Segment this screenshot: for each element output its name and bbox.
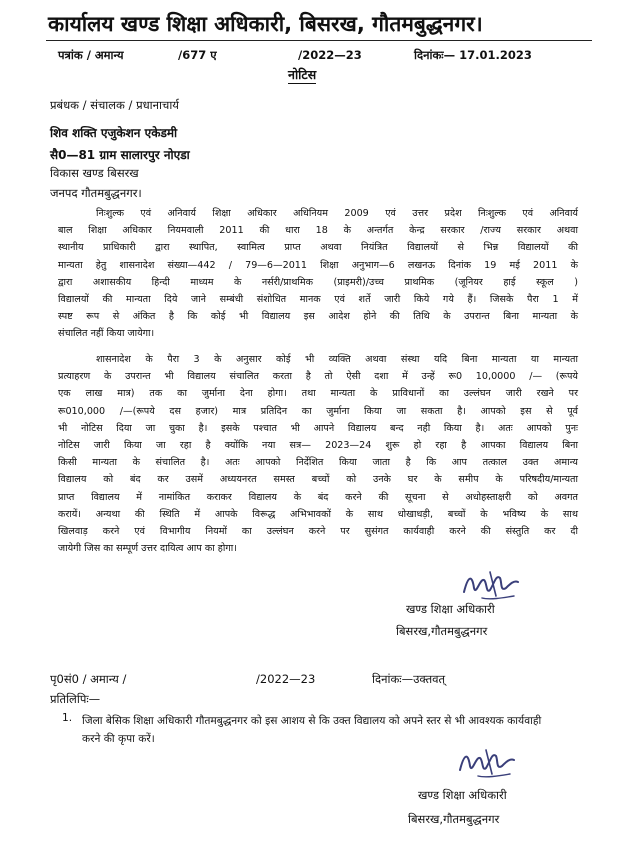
copy-item-text: जिला बेसिक शिक्षा अधिकारी गौतमबुद्धनगर को इस आशय से कि उक्त विद्यालय को अपने स्तर से भी आवश्यक कार्यवाही करने की कृपा करें। <box>82 715 542 745</box>
school-name: शिव शक्ति एजुकेशन एकेडमी <box>50 126 178 140</box>
para2-line: जायेगी जिस का सम्पूर्ण उत्तर दायित्व आप का होगा। <box>58 543 237 555</box>
para2-line: एक लाख मात्र) तक का जुर्माना देना होगा। तथा मान्यता के प्राविधानों का उल्लंघन जारी रखने पर <box>58 388 578 400</box>
copy-item-number: 1. <box>62 712 73 724</box>
para1-line: विद्यालयों की मान्यता दिये जाने सम्बंधी संशोधित मानक एवं शर्ते जारी किये गये हैं। जिसके पैरा 1 में <box>58 293 578 305</box>
copy-to-label: प्रतिलिपिः— <box>50 692 101 706</box>
para2-line: प्रत्याहरण के उपरान्त भी विद्यालय संचालित करता है तो ऐसी दशा में उन्हें रू0 10,0000 /— (रूपये <box>58 371 578 383</box>
para2-line: विद्यालय को बंद कर उसमें अध्ययनरत समस्त बच्चों को उनके घर के समीप के परिषदीय/मान्यता <box>58 474 578 486</box>
footer-ref-year: /2022—23 <box>256 672 316 686</box>
para2-line: किसी मान्यता के संचालित है। अतः आपको निर्देशित किया जाता है कि आप तत्काल उक्त अमान्य <box>58 457 578 469</box>
ref-date: दिनांकः— 17.01.2023 <box>414 48 532 62</box>
title-underline <box>46 40 592 41</box>
para1-line: स्थानीय प्राधिकारी द्वारा स्थापित, स्वामित्व प्राप्त अथवा नियंत्रित विद्यालयों से भिन्न विद्यालयों की <box>58 242 578 254</box>
ref-number: /677 ए <box>178 48 217 62</box>
handwritten-signature-2 <box>456 744 520 780</box>
para1-line: बाल शिक्षा अधिकार नियमवाली 2011 की धारा 18 के अन्तर्गत केन्द्र सरकार /राज्य सरकार अथवा <box>58 225 578 237</box>
ref-label: पत्रांक / अमान्य <box>58 48 124 62</box>
para1-line: संचालित नहीं किया जायेगा। <box>58 328 155 340</box>
signature-1-place: बिसरख,गौतमबुद्धनगर <box>396 624 488 638</box>
para2-line: प्राप्त विद्यालय में नामांकित कराकर विद्यालय के बंद करने की सूचना से अधोहस्ताक्षरी को अवगत <box>58 491 578 503</box>
para1-line: मान्यता हेतु शासनादेश संख्या—442 / 79—6—2011 शिक्षा अनुभाग—6 लखनऊ दिनांक 19 मई 2011 के <box>58 259 578 271</box>
ref-year: /2022—23 <box>298 48 362 62</box>
para2-line: करायें। अन्यथा की स्थिति में आपके विरूद्ध अभिभावकों के साथ धोखाधड़ी, बच्चों के भविष्य के साथ <box>58 508 578 520</box>
addressee: प्रबंधक / संचालक / प्रधानाचार्य <box>50 98 179 112</box>
paragraph-1 <box>58 205 578 343</box>
para1-line: निःशुल्क एवं अनिवार्य शिक्षा अधिकार अधिनियम 2009 एवं उत्तर प्रदेश निःशुल्क एवं अनिवार्य <box>96 208 578 219</box>
district-name: जनपद गौतमबुद्धनगर। <box>50 186 142 200</box>
office-title: कार्यालय खण्ड शिक्षा अधिकारी, बिसरख, गौतमबुद्धनगर। <box>48 12 483 36</box>
school-address: सै0—81 ग्राम सालारपुर नोएडा <box>50 148 190 162</box>
paragraph-2 <box>58 351 578 557</box>
block-name: विकास खण्ड बिसरख <box>50 166 139 180</box>
footer-date: दिनांकः—उक्तवत् <box>372 672 446 686</box>
para2-line: रू010,000 /—(रूपये दस हजार) मात्र प्रतिदिन का जुर्माना किया जा सकता है। आपको इस से पूर्व <box>58 405 578 417</box>
signature-2-designation: खण्ड शिक्षा अधिकारी <box>418 788 507 802</box>
para2-line: नोटिस जारी किया जा रहा है क्योंकि नया सत्र— 2023—24 शुरू हो रहा है आपका विद्यालय बिना <box>58 439 578 451</box>
handwritten-signature-1 <box>460 566 524 602</box>
para1-line: द्वारा अशासकीय हिन्दी माध्यम के नर्सरी/प्राथमिक (प्राइमरी)/उच्च प्राथमिक (जूनियर हाई स्कूल ) <box>58 276 578 288</box>
para2-line: शासनादेश के पैरा 3 के अनुसार कोई भी व्यक्ति अथवा संस्था यदि बिना मान्यता या मान्यता <box>96 354 578 365</box>
signature-1-designation: खण्ड शिक्षा अधिकारी <box>406 602 495 616</box>
para2-line: खिलवाड़ करने एवं विभागीय नियमों का उल्लंघन करने पर सुसंगत कार्यवाही करने की संस्तुति कर दी <box>58 525 578 537</box>
para2-line: भी नोटिस दिया जा चुका है। इसके पश्चात भी आपने विद्यालय बन्द नही किया है। अतः आपको पुनः <box>58 422 578 434</box>
para1-line: स्पष्ट रूप से अंकित है कि कोई भी विद्यालय इस आदेश होने की तिथि के उपरान्त बिना मान्यता के <box>58 311 578 323</box>
notice-title: नोटिस <box>288 67 317 82</box>
signature-2-place: बिसरख,गौतमबुद्धनगर <box>408 812 500 826</box>
footer-ref-label: पृ0सं0 / अमान्य / <box>50 672 127 686</box>
